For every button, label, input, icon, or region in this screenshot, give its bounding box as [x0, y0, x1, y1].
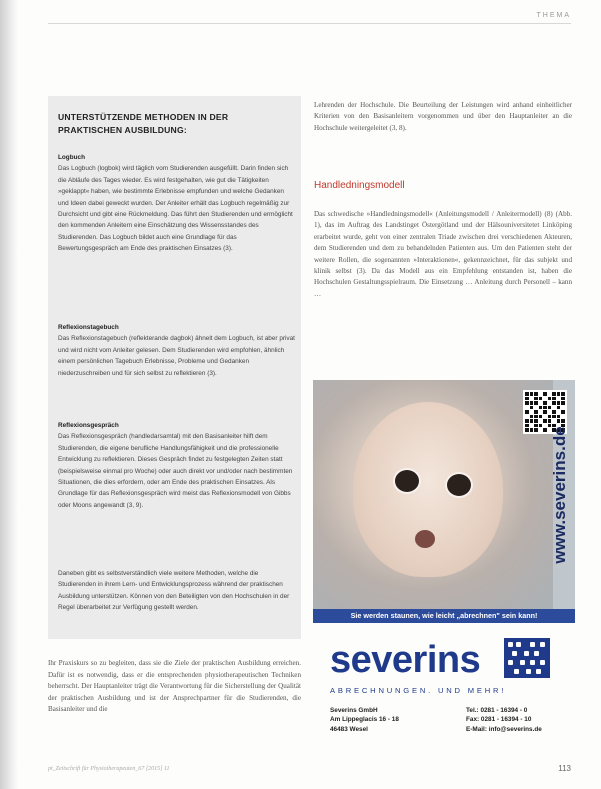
right-column-heading: Handledningsmodell — [314, 180, 405, 191]
email[interactable]: E-Mail: info@severins.de — [466, 725, 542, 733]
box-section-closing — [58, 568, 295, 614]
company-name: Severins GmbH — [330, 707, 378, 714]
box-section-reflection-talk — [58, 420, 295, 511]
section-text: Das Reflexionsgespräch (handledarsamtal) mit den Basisanleiter hilft dem Studierenden, die eigene berufliche Handlungsfähigkeit und die professionelle Entwicklung zu reflektieren. Dieses Gespräch findet zu festgelegten Zeiten statt (beispielsweise einmal pro Woche) oder auch direkt vor und/oder nach bestimmten Situationen, die dies erfordern, oder am Ende des praktischen Einsatzes. Als Grundlage für das Reflexionsgespräch wird meist das Reflexionsmodell von Gibbs oder Moons angewandt (3, 9). — [58, 433, 293, 509]
phone: Tel.: 0281 - 16394 - 0 — [466, 707, 528, 714]
mouth — [415, 530, 435, 548]
baby-face — [353, 402, 503, 577]
section-text: Das Reflexionstagebuch (reflekterande dagbok) ähnelt dem Logbuch, ist aber privat und wird nicht vom Anleiter gelesen. Dem Studierenden wird empfohlen, ähnlich einem persönlichen Tagebuch Erlebnisse, Probleme und Gedanken niederzuschreiben und für sich selbst zu reflektieren (3). — [58, 335, 295, 377]
contact-details — [466, 706, 542, 734]
section-heading: Logbuch — [58, 154, 85, 161]
city: 46483 Wesel — [330, 725, 368, 733]
right-column-intro: Lehrenden der Hochschule. Die Beurteilung der Leistungen wird anhand einheitlicher Kriterien von den Basisanleitern vorgenommen und über den Hauptanleiter an die Hochschule weitergeleitet (3, 8). — [314, 101, 572, 132]
section-heading: Reflexionsgespräch — [58, 422, 119, 429]
info-box-title: UNTERSTÜTZENDE METHODEN IN DER PRAKTISCHEN AUSBILDUNG: — [58, 112, 229, 135]
section-text: Daneben gibt es selbstverständlich viele weitere Methoden, welche die Studierenden in ihrem Lern- und Entwicklungsprozess während der praktischen Ausbildung unterstützen. Können von den Beteiligten von den Hochschulen in der Regel überarbeitet zur Verfügung gestellt werden. — [58, 570, 290, 612]
left-bottom-column: Ihr Praxiskurs so zu begleiten, dass sie die Ziele der praktischen Ausbildung erreichen. Dafür ist es notwendig, dass er die entsprechenden physiotherapeutischen Techniken beherrscht. Der Hauptanleiter trägt die Verantwortung für die Sicherstellung der Qualität der praktischen Ausbildung und ist der Ansprechpartner für die Studierenden, die Basisanleiter und die — [48, 659, 301, 714]
box-section-logbook — [58, 152, 295, 255]
severins-logo: severins — [330, 639, 481, 681]
contact-address — [330, 706, 399, 734]
top-rule — [48, 23, 571, 24]
right-column-body: Das schwedische »Handledningsmodell« (Anleitungsmodell / Anleitermodell) (8) (Abb. 1), das im Auftrag des Landstinget Östergötland und der Hälsouniversitetet Linköping erarbeitet wurde, geht von einer zentralen Triade zwischen drei verschiedenen Akteuren, dem Studierenden und dem zu behandelnden Patienten aus. Um den Patienten steht der weitere Rollen, die sogenannten »Interaktionen«, gekennzeichnet, für das subjekt und klinik selbst (3). Da das Modell aus ein Empfehlung entstanden ist, haben die Hochschulen Gestaltungsspielraum. Die Einsetzung … Anleitung durch Personell – kann … — [314, 210, 572, 298]
eye-right — [445, 472, 473, 498]
baby-photo — [313, 380, 553, 609]
page-number: 113 — [558, 764, 571, 773]
section-text: Das Logbuch (logbok) wird täglich vom Studierenden ausgefüllt. Darin finden sich die Abläufe des Tages wieder. Es wird festgehalten, wie gut die Tätigkeiten »geklappt« haben, wie bestimmte Erlebnisse empfunden und welche Gedanken und Ideen dabei geweckt wurden. Der Anleiter erhält das Logbuch regelmäßig zur Durchsicht und gibt eine Rückmeldung. Das führt den Studierenden und ermöglicht den kommenden Anleitern eine Einschätzung des Wissensstandes des Studierenden. Das Logbuch bildet auch eine Grundlage für das Bewertungsgespräch am Ende des praktischen Einsatzes (3). — [58, 165, 293, 253]
section-heading: Reflexionstagebuch — [58, 324, 119, 331]
fax: Fax: 0281 - 16394 - 10 — [466, 716, 532, 724]
footer-journal: pt_Zeitschrift für Physiotherapeuten_67 [2015] 11 — [48, 766, 170, 772]
page-spine-shadow — [0, 0, 18, 789]
severins-tagline: ABRECHNUNGEN. UND MEHR! — [330, 686, 507, 695]
eye-left — [393, 468, 421, 494]
ad-url-text: www.severins.de — [550, 425, 569, 564]
abacus-icon — [504, 638, 550, 678]
advertisement[interactable] — [313, 380, 575, 623]
ad-url[interactable] — [549, 380, 571, 609]
ad-banner: Sie werden staunen, wie leicht „abrechnen" sein kann! — [313, 609, 575, 623]
section-runner: THEMA — [536, 12, 571, 19]
box-section-reflection-diary — [58, 322, 295, 379]
street: Am Lippeglacis 16 - 18 — [330, 716, 399, 724]
